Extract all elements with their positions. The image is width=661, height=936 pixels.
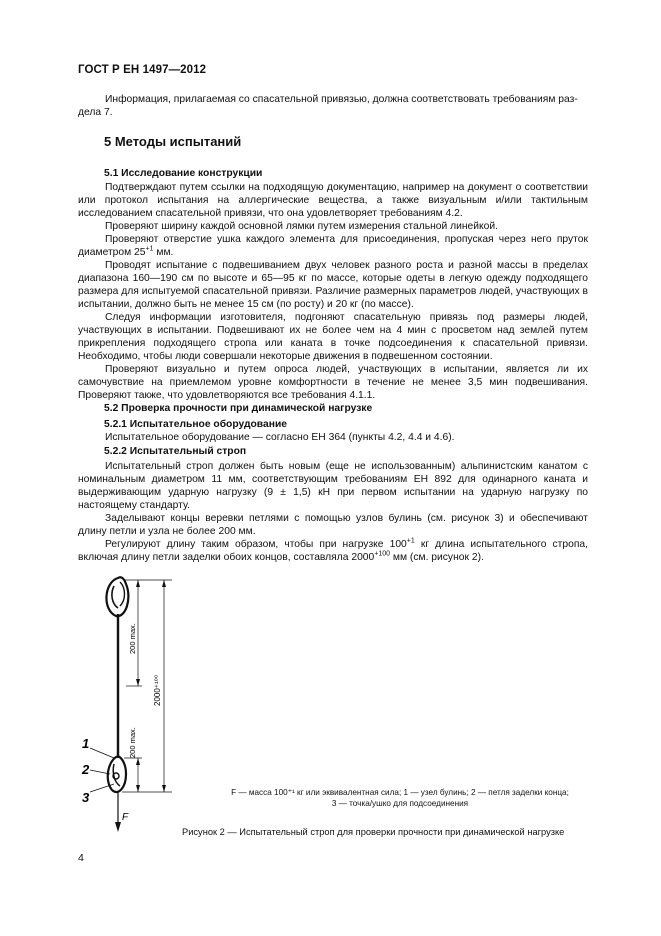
section-5-2-heading: 5.2 Проверка прочности при динамической нагрузке (104, 403, 373, 414)
s522-p3-sup1: +1 (406, 537, 415, 545)
s522-p3-c: мм (см. рисунок 2). (390, 551, 484, 563)
top-loop (106, 577, 128, 616)
s522-paragraph-1: Испытательный строп должен быть новым (еще не использованным) альпинистским канатом с номинальным диаметром 11 мм, соответствующим требованиям ЕН 892 для одинарного каната и выдерживающим ударную нагрузку (9 ± 1,5) кН при первом испытании на ударную нагрузку по настоящему стандарту. (78, 461, 588, 511)
s522-paragraph-3 (78, 539, 588, 565)
section-5-2-1-heading: 5.2.1 Испытательное оборудование (104, 419, 287, 430)
s51-p3-sup: +1 (145, 245, 154, 253)
s51-paragraph-1: Подтверждают путем ссылки на подходящую документацию, например на документ о соответствии или протокол испытания на аллергические вещества, а также визуальным и/или тактильным исследованием спасательной привязи, что она удовлетворяет требованиям 4.2. (78, 182, 588, 219)
bottom-loop (108, 756, 126, 792)
section-5-1-heading: 5.1 Исследование конструкции (104, 168, 263, 179)
test-lanyard-figure (60, 570, 220, 840)
figure-legend (200, 787, 600, 809)
dimension-total-label: 2000⁺¹⁰⁰ (153, 674, 162, 706)
dimension-bottom-label: 200 max. (128, 727, 137, 758)
s51-paragraph-2: Проверяют ширину каждой основной лямки путем измерения стальной линейкой. (105, 221, 498, 232)
document-header: ГОСТ Р ЕН 1497—2012 (78, 64, 207, 76)
s51-paragraph-4: Проводят испытание с подвешиванием двух человек разного роста и разной массы в пределах диапазона 160—190 см по высоте и 65—95 кг по массе, которые одеты в легкую одежду подходящего размера для испытуемой спасательной привязи. Различие размерных параметров людей, участвующих в испытании, должно быть не менее 15 см (по росту) и 20 кг (по массе). (78, 260, 588, 310)
legend-line-2: 3 — точка/ушко для подсоединения (331, 799, 469, 808)
figure-label-1: 1 (82, 736, 90, 751)
s51-p3-text: Проверяют отверстие ушка каждого элемента для присоединения, пропуская через него пруток диаметром 25 (78, 234, 588, 258)
figure-caption: Рисунок 2 — Испытательный строп для проверки прочности при динамической нагрузке (182, 827, 565, 837)
s51-paragraph-6: Проверяют визуально и путем опроса людей, участвующих в испытании, является ли их самочувствие на приемлемом уровне комфортности в течение не менее 3,5 мин подвешивания. Проверяют также, что удовлетворяются все требования 4.1.1. (78, 364, 588, 401)
s51-p3-tail: мм. (153, 246, 174, 258)
s51-paragraph-3 (78, 234, 588, 260)
s521-paragraph: Испытательное оборудование — согласно ЕН 364 (пункты 4.2, 4.4 и 4.6). (105, 432, 455, 443)
s522-p3-a: Регулируют длину таким образом, чтобы при нагрузке 100 (105, 539, 407, 550)
s522-p3-b: кг длина испытательного стропа, включая длину петли заделки обоих концов, составляла 2000 (78, 539, 588, 563)
force-arrow-head (115, 822, 121, 832)
s51-paragraph-5: Следуя информации изготовителя, подгоняют спасательную привязь под размеры людей, участвующих в испытании. Подвешивают их не более чем на 4 мин с просветом над землей путем прикрепления подходящего стропа или каната в точке подсоединения к спасательной привязи. Необходимо, чтобы люди совершали некоторые движения в подвешенном состоянии. (78, 312, 588, 362)
intro-paragraph (78, 94, 588, 120)
figure-label-3: 3 (82, 790, 90, 805)
section-5-2-2-heading: 5.2.2 Испытательный строп (104, 446, 247, 457)
force-label: F (122, 812, 129, 823)
section-5-heading: 5 Методы испытаний (104, 134, 242, 149)
intro-line-1: Информация, прилагаемая со спасательной привязью, должна соответствовать требованиям раз- (105, 94, 578, 105)
s522-p3-sup2: +100 (374, 550, 391, 558)
page-number: 4 (78, 852, 84, 864)
figure-label-2: 2 (82, 762, 90, 777)
intro-line-2: дела 7. (78, 106, 113, 118)
dimension-top-label: 200 max. (128, 623, 137, 654)
s522-paragraph-2: Заделывают концы веревки петлями с помощью узлов булинь (см. рисунок 3) и обеспечивают длину петли и узла не более 200 мм. (78, 513, 588, 537)
legend-line-1: F — масса 100⁺¹ кг или эквивалентная сила; 1 — узел булинь; 2 — петля заделки конца; (231, 788, 569, 797)
